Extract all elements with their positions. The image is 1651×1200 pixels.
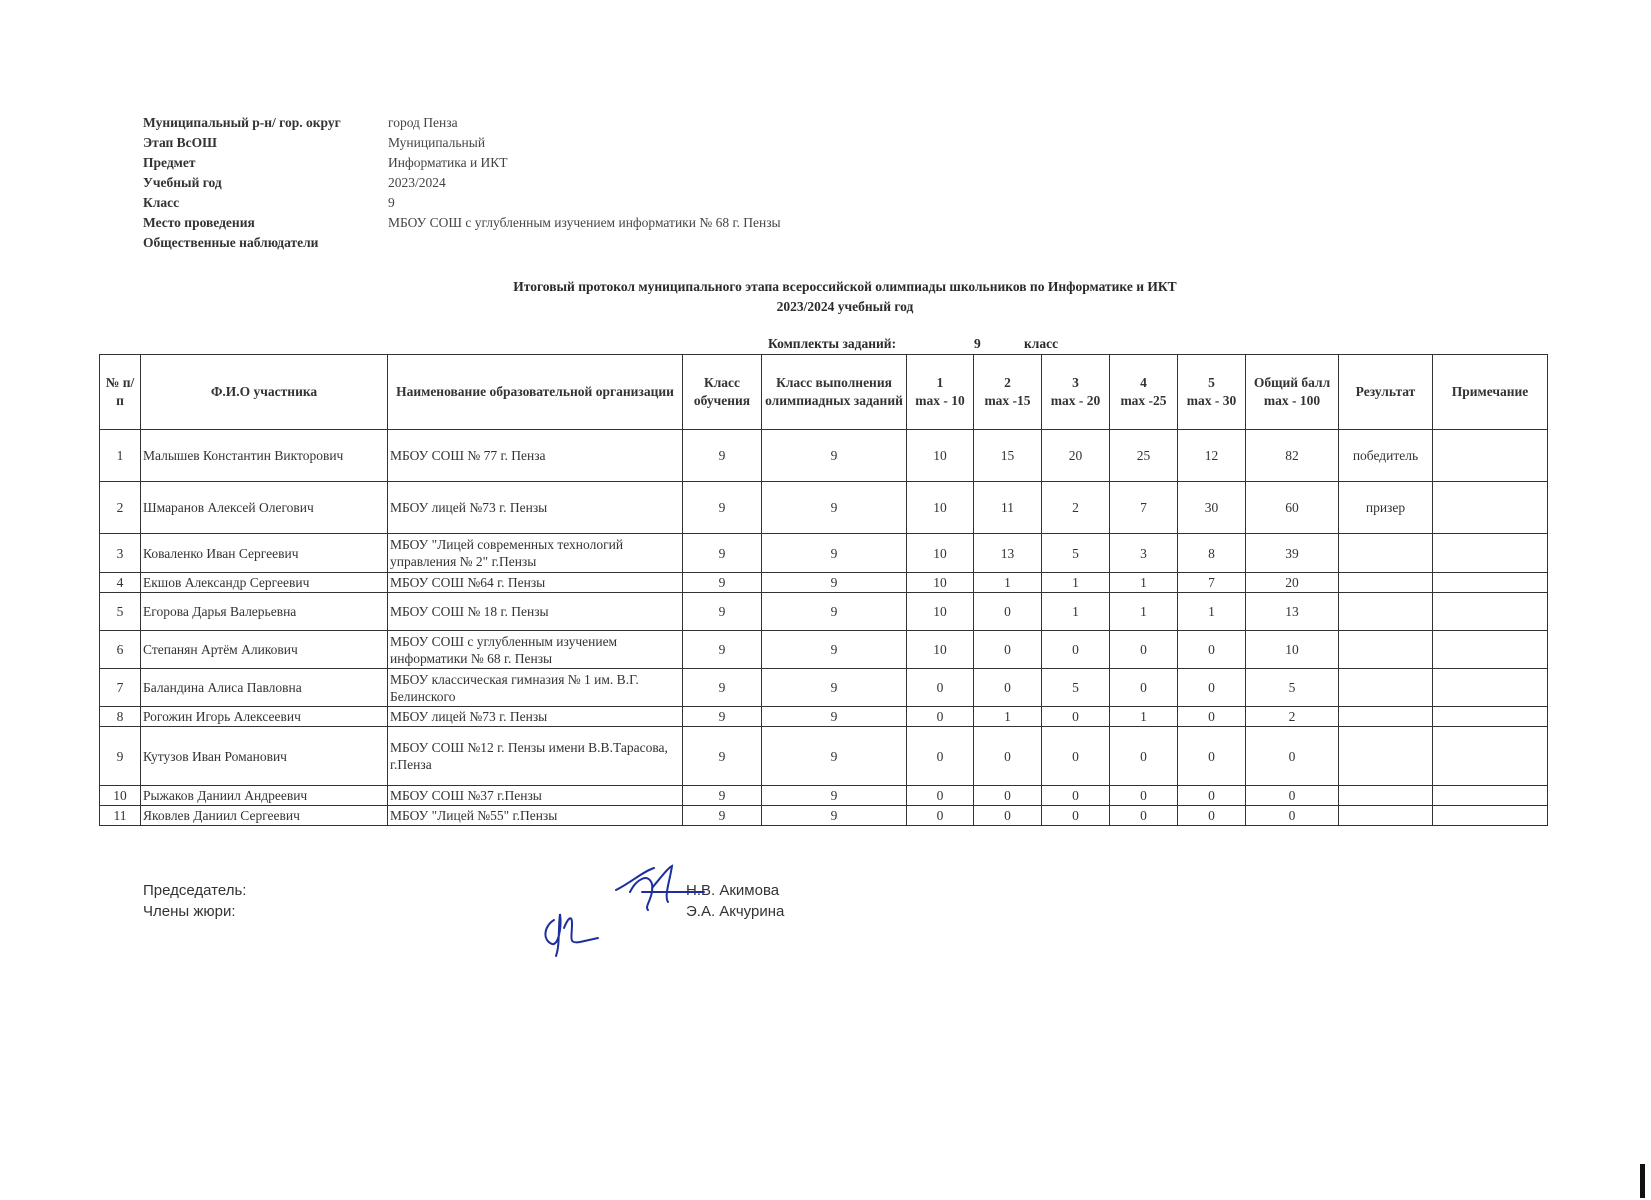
cell-num: 9 (100, 727, 141, 786)
header-task-2: 2 max -15 (974, 355, 1042, 430)
header-num: № п/п (100, 355, 141, 430)
cell-task-5: 0 (1178, 707, 1246, 727)
cell-result (1339, 573, 1433, 593)
table-row (100, 534, 1548, 573)
cell-result (1339, 707, 1433, 727)
table-row (100, 806, 1548, 826)
header-result: Результат (1339, 355, 1433, 430)
header-task-5: 5 max - 30 (1178, 355, 1246, 430)
results-table (99, 354, 1548, 826)
cell-task-3: 0 (1042, 631, 1110, 669)
member-name: Э.А. Акчурина (686, 903, 785, 920)
cell-task-4: 0 (1110, 727, 1178, 786)
meta-row (143, 193, 781, 213)
cell-task-4: 0 (1110, 786, 1178, 806)
meta-value: Информатика и ИКТ (388, 155, 508, 170)
cell-task-3: 0 (1042, 786, 1110, 806)
cell-task-5: 0 (1178, 786, 1246, 806)
table-row (100, 573, 1548, 593)
cell-org: МБОУ СОШ № 77 г. Пенза (388, 430, 683, 482)
cell-name: Степанян Артём Аликович (141, 631, 388, 669)
cell-total: 2 (1246, 707, 1339, 727)
cell-grade: 9 (683, 534, 762, 573)
header-task-1: 1 max - 10 (907, 355, 974, 430)
chair-signature-image (612, 862, 707, 914)
cell-task-1: 0 (907, 806, 974, 826)
cell-exec-grade: 9 (762, 727, 907, 786)
cell-total: 0 (1246, 806, 1339, 826)
cell-task-4: 0 (1110, 631, 1178, 669)
cell-grade: 9 (683, 786, 762, 806)
member-signature-image (538, 904, 600, 958)
chair-name: Н.В. Акимова (686, 882, 780, 899)
cell-num: 6 (100, 631, 141, 669)
meta-label: Место проведения (143, 215, 255, 230)
cell-total: 0 (1246, 727, 1339, 786)
cell-result (1339, 806, 1433, 826)
cell-org: МБОУ "Лицей современных технологий управления № 2" г.Пензы (388, 534, 683, 573)
cell-total: 60 (1246, 482, 1339, 534)
cell-task-2: 13 (974, 534, 1042, 573)
members-label: Члены жюри: (143, 903, 236, 920)
cell-task-2: 0 (974, 669, 1042, 707)
header-task-4: 4 max -25 (1110, 355, 1178, 430)
cell-name: Коваленко Иван Сергеевич (141, 534, 388, 573)
meta-row (143, 113, 781, 133)
cell-total: 82 (1246, 430, 1339, 482)
cell-num: 4 (100, 573, 141, 593)
cell-grade: 9 (683, 482, 762, 534)
meta-label: Класс (143, 195, 180, 210)
cell-task-4: 1 (1110, 707, 1178, 727)
cell-num: 2 (100, 482, 141, 534)
meta-value: МБОУ СОШ с углубленным изучением информатики № 68 г. Пензы (388, 215, 781, 230)
cell-task-2: 0 (974, 727, 1042, 786)
cell-task-4: 1 (1110, 573, 1178, 593)
cell-task-2: 0 (974, 593, 1042, 631)
cell-task-3: 2 (1042, 482, 1110, 534)
cell-grade: 9 (683, 573, 762, 593)
task-kits-grade: 9 (974, 336, 981, 351)
cell-exec-grade: 9 (762, 482, 907, 534)
cell-task-2: 15 (974, 430, 1042, 482)
cell-org: МБОУ классическая гимназия № 1 им. В.Г. Белинского (388, 669, 683, 707)
cell-total: 39 (1246, 534, 1339, 573)
cell-exec-grade: 9 (762, 707, 907, 727)
cell-task-4: 0 (1110, 669, 1178, 707)
cell-result (1339, 786, 1433, 806)
meta-label: Учебный год (143, 175, 222, 190)
meta-row (143, 153, 781, 173)
cell-grade: 9 (683, 806, 762, 826)
table-row (100, 786, 1548, 806)
cell-task-3: 20 (1042, 430, 1110, 482)
cell-org: МБОУ СОШ с углубленным изучением информатики № 68 г. Пензы (388, 631, 683, 669)
cell-task-4: 1 (1110, 593, 1178, 631)
document-title (0, 277, 1651, 317)
cell-name: Баландина Алиса Павловна (141, 669, 388, 707)
cell-grade: 9 (683, 707, 762, 727)
cell-exec-grade: 9 (762, 573, 907, 593)
meta-value: 9 (388, 195, 395, 210)
cell-num: 7 (100, 669, 141, 707)
signatures-labels (143, 880, 246, 922)
cell-task-5: 7 (1178, 573, 1246, 593)
cell-total: 5 (1246, 669, 1339, 707)
header-total: Общий балл max - 100 (1246, 355, 1339, 430)
cell-org: МБОУ СОШ №64 г. Пензы (388, 573, 683, 593)
cell-task-4: 25 (1110, 430, 1178, 482)
cell-note (1433, 430, 1548, 482)
cell-task-3: 1 (1042, 573, 1110, 593)
cell-result (1339, 631, 1433, 669)
cell-total: 13 (1246, 593, 1339, 631)
cell-grade: 9 (683, 669, 762, 707)
cell-task-3: 0 (1042, 727, 1110, 786)
cell-task-5: 30 (1178, 482, 1246, 534)
cell-result (1339, 727, 1433, 786)
cell-task-1: 0 (907, 727, 974, 786)
cell-task-4: 7 (1110, 482, 1178, 534)
cell-task-1: 0 (907, 707, 974, 727)
meta-value: 2023/2024 (388, 175, 446, 190)
meta-label: Этап ВсОШ (143, 135, 217, 150)
cell-total: 10 (1246, 631, 1339, 669)
cell-task-2: 0 (974, 631, 1042, 669)
cell-exec-grade: 9 (762, 430, 907, 482)
cell-org: МБОУ СОШ № 18 г. Пензы (388, 593, 683, 631)
task-kits-suffix: класс (1024, 336, 1059, 351)
cell-total: 20 (1246, 573, 1339, 593)
cell-task-5: 0 (1178, 727, 1246, 786)
cell-exec-grade: 9 (762, 806, 907, 826)
cell-org: МБОУ "Лицей №55" г.Пензы (388, 806, 683, 826)
cell-note (1433, 669, 1548, 707)
meta-label: Муниципальный р-н/ гор. округ (143, 115, 341, 130)
cell-note (1433, 727, 1548, 786)
cell-result: победитель (1339, 430, 1433, 482)
header-note: Примечание (1433, 355, 1548, 430)
document-metadata (143, 113, 781, 253)
cell-num: 5 (100, 593, 141, 631)
header-org: Наименование образовательной организации (388, 355, 683, 430)
cell-task-2: 11 (974, 482, 1042, 534)
meta-row (143, 133, 781, 153)
cell-result (1339, 669, 1433, 707)
header-name: Ф.И.О участника (141, 355, 388, 430)
cell-task-4: 0 (1110, 806, 1178, 826)
table-row (100, 727, 1548, 786)
cell-task-2: 0 (974, 806, 1042, 826)
cell-task-3: 5 (1042, 534, 1110, 573)
cell-num: 10 (100, 786, 141, 806)
cell-name: Шмаранов Алексей Олегович (141, 482, 388, 534)
cell-task-1: 10 (907, 430, 974, 482)
cell-task-3: 1 (1042, 593, 1110, 631)
table-row (100, 631, 1548, 669)
cell-task-2: 1 (974, 573, 1042, 593)
cell-task-5: 12 (1178, 430, 1246, 482)
cell-note (1433, 806, 1548, 826)
table-row (100, 669, 1548, 707)
title-line-2: 2023/2024 учебный год (776, 299, 914, 314)
cell-task-5: 1 (1178, 593, 1246, 631)
cell-task-4: 3 (1110, 534, 1178, 573)
table-header-row (100, 355, 1548, 430)
cell-note (1433, 631, 1548, 669)
meta-label: Предмет (143, 155, 196, 170)
cell-name: Егорова Дарья Валерьевна (141, 593, 388, 631)
cell-exec-grade: 9 (762, 631, 907, 669)
header-grade: Класс обучения (683, 355, 762, 430)
cell-exec-grade: 9 (762, 786, 907, 806)
title-line-1: Итоговый протокол муниципального этапа всероссийской олимпиады школьников по Информатике и ИКТ (513, 279, 1177, 294)
cell-task-1: 10 (907, 482, 974, 534)
cell-note (1433, 534, 1548, 573)
table-row (100, 593, 1548, 631)
meta-value: Муниципальный (388, 135, 486, 150)
cell-task-3: 0 (1042, 806, 1110, 826)
cell-name: Малышев Константин Викторович (141, 430, 388, 482)
cell-task-1: 10 (907, 534, 974, 573)
cell-grade: 9 (683, 430, 762, 482)
cell-task-3: 5 (1042, 669, 1110, 707)
cell-note (1433, 593, 1548, 631)
cell-name: Екшов Александр Сергеевич (141, 573, 388, 593)
cell-org: МБОУ лицей №73 г. Пензы (388, 707, 683, 727)
cell-task-1: 0 (907, 669, 974, 707)
cell-task-5: 8 (1178, 534, 1246, 573)
cell-result (1339, 534, 1433, 573)
cell-note (1433, 786, 1548, 806)
chair-label: Председатель: (143, 882, 247, 899)
scan-edge-mark (1640, 1164, 1645, 1198)
cell-task-3: 0 (1042, 707, 1110, 727)
cell-task-5: 0 (1178, 631, 1246, 669)
cell-result: призер (1339, 482, 1433, 534)
cell-task-1: 10 (907, 593, 974, 631)
cell-result (1339, 593, 1433, 631)
cell-grade: 9 (683, 593, 762, 631)
cell-num: 8 (100, 707, 141, 727)
cell-grade: 9 (683, 631, 762, 669)
table-row (100, 707, 1548, 727)
cell-num: 3 (100, 534, 141, 573)
cell-org: МБОУ лицей №73 г. Пензы (388, 482, 683, 534)
cell-task-5: 0 (1178, 669, 1246, 707)
cell-task-5: 0 (1178, 806, 1246, 826)
cell-task-1: 0 (907, 786, 974, 806)
meta-row (143, 173, 781, 193)
cell-exec-grade: 9 (762, 534, 907, 573)
table-row (100, 482, 1548, 534)
cell-task-2: 1 (974, 707, 1042, 727)
cell-total: 0 (1246, 786, 1339, 806)
cell-name: Рыжаков Даниил Андреевич (141, 786, 388, 806)
meta-row (143, 213, 781, 233)
cell-exec-grade: 9 (762, 593, 907, 631)
header-exec-grade: Класс выполнения олимпиадных заданий (762, 355, 907, 430)
header-task-3: 3 max - 20 (1042, 355, 1110, 430)
cell-name: Рогожин Игорь Алексеевич (141, 707, 388, 727)
cell-note (1433, 573, 1548, 593)
cell-task-1: 10 (907, 573, 974, 593)
cell-note (1433, 707, 1548, 727)
cell-task-2: 0 (974, 786, 1042, 806)
cell-name: Яковлев Даниил Сергеевич (141, 806, 388, 826)
cell-exec-grade: 9 (762, 669, 907, 707)
cell-name: Кутузов Иван Романович (141, 727, 388, 786)
meta-row (143, 233, 781, 253)
cell-org: МБОУ СОШ №12 г. Пензы имени В.В.Тарасова, г.Пенза (388, 727, 683, 786)
task-kits-label: Комплекты заданий: (768, 336, 897, 351)
cell-grade: 9 (683, 727, 762, 786)
cell-org: МБОУ СОШ №37 г.Пензы (388, 786, 683, 806)
table-row (100, 430, 1548, 482)
cell-task-1: 10 (907, 631, 974, 669)
cell-num: 1 (100, 430, 141, 482)
meta-label: Общественные наблюдатели (143, 235, 319, 250)
cell-num: 11 (100, 806, 141, 826)
meta-value: город Пенза (388, 115, 458, 130)
cell-note (1433, 482, 1548, 534)
